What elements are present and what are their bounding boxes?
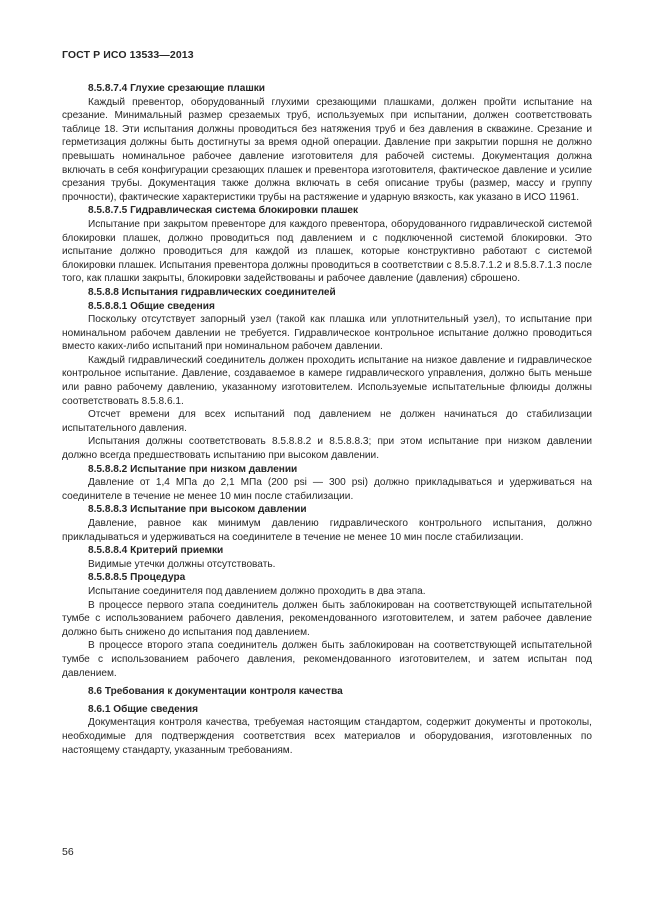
page-number: 56 [62, 846, 74, 858]
paragraph: Каждый гидравлический соединитель должен проходить испытание на низкое давление и гидравлическое контрольное испытание. Давление, создаваемое в камере гидравлического управления, должно быть меньше или равно рабочему давлению, указанному изготовителем. Используемые испытательные флюиды должны соответствовать 8.5.8.6.1. [62, 354, 592, 407]
paragraph: Испытание при закрытом превенторе для каждого превентора, оборудованного гидравлической системой блокировки плашек, должно проводиться под давлением и с подключенной системой блокировки. Это испытание должно проводиться для каждой из плашек, которые конструктивно работают с системой блокировки плашек. Испытания превентора должны проводиться в соответствии с 8.5.8.7.1.2 и 8.5.8.7.1.3 после того, как плашки закрыты, блокировки задействованы и рабочее давление (давления) сброшено. [62, 218, 592, 285]
paragraph: Испытания должны соответствовать 8.5.8.8.2 и 8.5.8.8.3; при этом испытание при низком давлении должно всегда предшествовать испытанию при высоком давлении. [62, 436, 592, 462]
paragraph: Испытание соединителя под давлением должно проходить в два этапа. [88, 585, 426, 597]
document-header: ГОСТ Р ИСО 13533—2013 [62, 49, 194, 61]
section-heading: 8.5.8.8.5 Процедура [88, 572, 186, 584]
section-heading: 8.5.8.8.2 Испытание при низком давлении [88, 463, 298, 475]
section-heading: 8.5.8.8.3 Испытание при высоком давлении [88, 504, 307, 516]
section-heading: 8.5.8.8.1 Общие сведения [88, 300, 215, 312]
section-heading: 8.5.8.8.4 Критерий приемки [88, 545, 224, 557]
paragraph: Каждый превентор, оборудованный глухими срезающими плашками, должен пройти испытание на срезание. Минимальный размер срезаемых труб, используемых при испытании, должен соответствовать таблице 18. Эти испытания должны проводиться без натяжения труб и без давления в скважине. Срезание и герметизация должны быть достигнуты за время одной операции. Давление при закрытии поршня не должно превышать номинальное рабочее давление изготовителя для рабочей системы. Документация должна включать в себя конфигурации срезающих плашек и превентора изготовителя, фактическое давление и усилие срезания трубы. Документация также должна включать в себя описание трубы (размер, массу и группу прочности), фактические характеристики трубы на растяжение и ударную вязкость, как указано в ИСО 11961. [62, 96, 592, 203]
paragraph: Документация контроля качества, требуемая настоящим стандартом, содержит документы и протоколы, необходимые для подтверждения соответствия всех материалов и оборудования, изготовленных по настоящему стандарту, указанным требованиям. [62, 717, 592, 756]
paragraph: В процессе второго этапа соединитель должен быть заблокирован на соответствующей испытательной тумбе с использованием рабочего давления, рекомендованного изготовителем, и затем испытан под давлением. [62, 640, 592, 679]
document-body [62, 82, 592, 757]
paragraph: Поскольку отсутствует запорный узел (такой как плашка или уплотнительный узел), то испытание при номинальном рабочем давлении не требуется. Гидравлическое контрольное испытание должно проводиться вместо каких-либо испытаний при номинальном рабочем давлении. [62, 314, 592, 353]
paragraph: Давление, равное как минимум давлению гидравлического контрольного испытания, должно прикладываться и удерживаться на соединителе в течение не менее 10 мин после стабилизации. [62, 518, 592, 543]
section-heading: 8.6.1 Общие сведения [88, 703, 198, 715]
paragraph: Давление от 1,4 МПа до 2,1 МПа (200 psi — 300 psi) должно прикладываться и удерживаться на соединителе в течение не менее 10 мин после стабилизации. [62, 477, 592, 502]
section-heading: 8.6 Требования к документации контроля качества [88, 686, 343, 698]
paragraph: В процессе первого этапа соединитель должен быть заблокирован на соответствующей испытательной тумбе с использованием рабочего давления, рекомендованного изготовителем, и затем рабочее давление должно быть снижено до испытания под давлением. [62, 599, 592, 638]
section-heading: 8.5.8.8 Испытания гидравлических соединителей [88, 286, 336, 298]
section-heading: 8.5.8.7.5 Гидравлическая система блокировки плашек [88, 205, 359, 217]
paragraph: Отсчет времени для всех испытаний под давлением не должен начинаться до стабилизации испытательного давления. [62, 409, 592, 434]
paragraph: Видимые утечки должны отсутствовать. [88, 558, 276, 570]
section-heading: 8.5.8.7.4 Глухие срезающие плашки [88, 83, 266, 94]
